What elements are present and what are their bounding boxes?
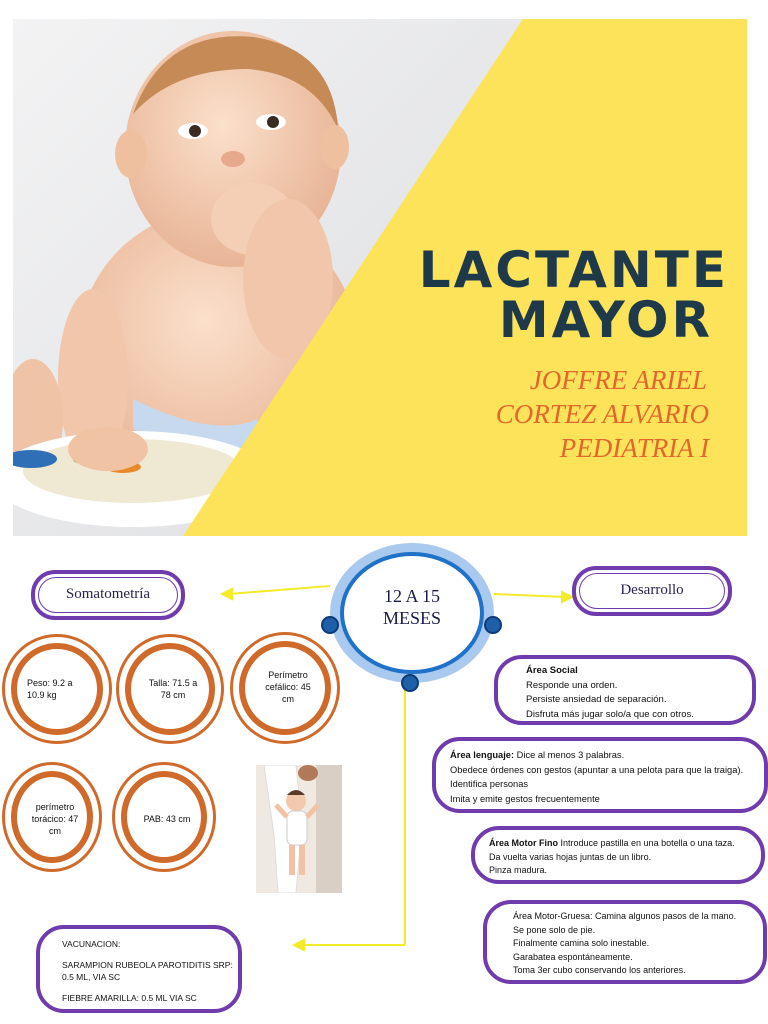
vacunacion-srp-dose: 0.5 ML, VIA SC	[62, 972, 121, 982]
perimetro-cefalico-line-1: Perímetro	[268, 670, 308, 680]
somatometria-label-box	[31, 570, 185, 620]
toddler-walking-image	[256, 765, 342, 893]
author-name-1: JOFFRE ARIEL	[529, 365, 707, 395]
vacunacion-srp: SARAMPION RUBEOLA PAROTIDITIS SRP:	[62, 959, 233, 970]
area-social-item-1: Responde una orden.	[526, 679, 618, 691]
area-motor-fino-box	[471, 826, 765, 884]
perimetro-toracico-line-2: torácico: 47	[31, 814, 79, 824]
vacunacion-spacer-1	[62, 951, 238, 959]
desarrollo-label: Desarrollo	[620, 582, 684, 598]
talla-line-1: Talla: 71.5 a	[148, 678, 198, 688]
peso-line-1: Peso: 9.2 a	[27, 678, 73, 688]
perimetro-cefalico-line-2: cefálico: 45	[265, 682, 311, 692]
vacunacion-spacer-2	[62, 984, 238, 992]
area-social-item-3: Disfruta más jugar solo/a que con otros.	[526, 708, 694, 720]
perimetro-toracico-line-3: cm	[49, 826, 61, 836]
peso-circle	[2, 634, 112, 744]
area-lenguaje-item-2: Identifica personas	[450, 779, 529, 789]
area-motor-gruesa-item-3: Garabatea espontáneamente.	[513, 951, 633, 962]
perimetro-toracico-line-1: perímetro	[35, 802, 75, 812]
talla-circle	[116, 634, 224, 744]
course-name: PEDIATRIA I	[559, 433, 709, 463]
area-lenguaje-item-3: Imita y emite gestos frecuentemente	[450, 793, 600, 804]
area-motor-gruesa-item-2: Finalmente camina solo inestable.	[513, 938, 650, 948]
age-range-line-1: 12 A 15	[383, 586, 440, 606]
vacunacion-fiebre-amarilla: FIEBRE AMARILLA: 0.5 ML VIA SC	[62, 992, 197, 1003]
title-line-1: LACTANTE	[418, 241, 729, 299]
area-lenguaje-title: Área lenguaje: Dice al menos 3 palabras.	[450, 750, 625, 760]
area-motor-fino-title: Área Motor Fino Introduce pastilla en una botella o una taza.	[489, 838, 735, 848]
perimetro-cefalico-line-3: cm	[282, 694, 294, 704]
age-range-line-2: MESES	[382, 608, 442, 628]
area-lenguaje-item-1: Obedece órdenes con gestos (apuntar a una pelota para que la traiga).	[450, 764, 744, 775]
area-motor-fino-item-2: Pinza madura.	[489, 865, 548, 875]
node-dot-right	[484, 616, 502, 634]
somatometria-label: Somatometría	[65, 586, 151, 602]
perimetro-toracico-value	[15, 801, 95, 837]
area-motor-gruesa-item-4: Toma 3er cubo conservando los anteriores.	[513, 965, 686, 975]
age-node-ring	[340, 552, 484, 674]
perimetro-toracico-circle	[2, 762, 102, 872]
area-social-box	[494, 655, 756, 725]
pab-circle	[112, 762, 216, 872]
area-motor-gruesa-title: Área Motor-Gruesa: Camina algunos pasos de la mano.	[513, 911, 737, 921]
title-line-2: MAYOR	[498, 291, 713, 349]
author-name-2: CORTEZ ALVARIO	[495, 399, 709, 429]
peso-value	[27, 677, 87, 701]
peso-line-2: 10.9 kg	[27, 690, 57, 700]
area-social-title: Área Social	[526, 665, 578, 676]
area-lenguaje-box	[432, 737, 768, 813]
vacunacion-title: VACUNACION:	[62, 939, 121, 949]
toddler-walking-photo	[256, 765, 342, 893]
node-dot-left	[321, 616, 339, 634]
node-dot-bottom	[401, 674, 419, 692]
area-motor-fino-item-1: Da vuelta varias hojas juntas de un libro.	[489, 851, 652, 862]
vacunacion-box	[36, 925, 242, 1013]
pab-value: PAB: 43 cm	[143, 814, 191, 824]
perimetro-cefalico-value	[248, 669, 328, 705]
desarrollo-label-box	[572, 566, 732, 616]
area-motor-gruesa-item-1: Se pone solo de pie.	[513, 924, 596, 935]
talla-value	[133, 677, 213, 701]
area-social-item-2: Persiste ansiedad de separación.	[526, 694, 667, 705]
talla-line-2: 78 cm	[160, 690, 186, 700]
perimetro-cefalico-circle	[230, 632, 340, 744]
area-motor-gruesa-box	[483, 900, 767, 984]
